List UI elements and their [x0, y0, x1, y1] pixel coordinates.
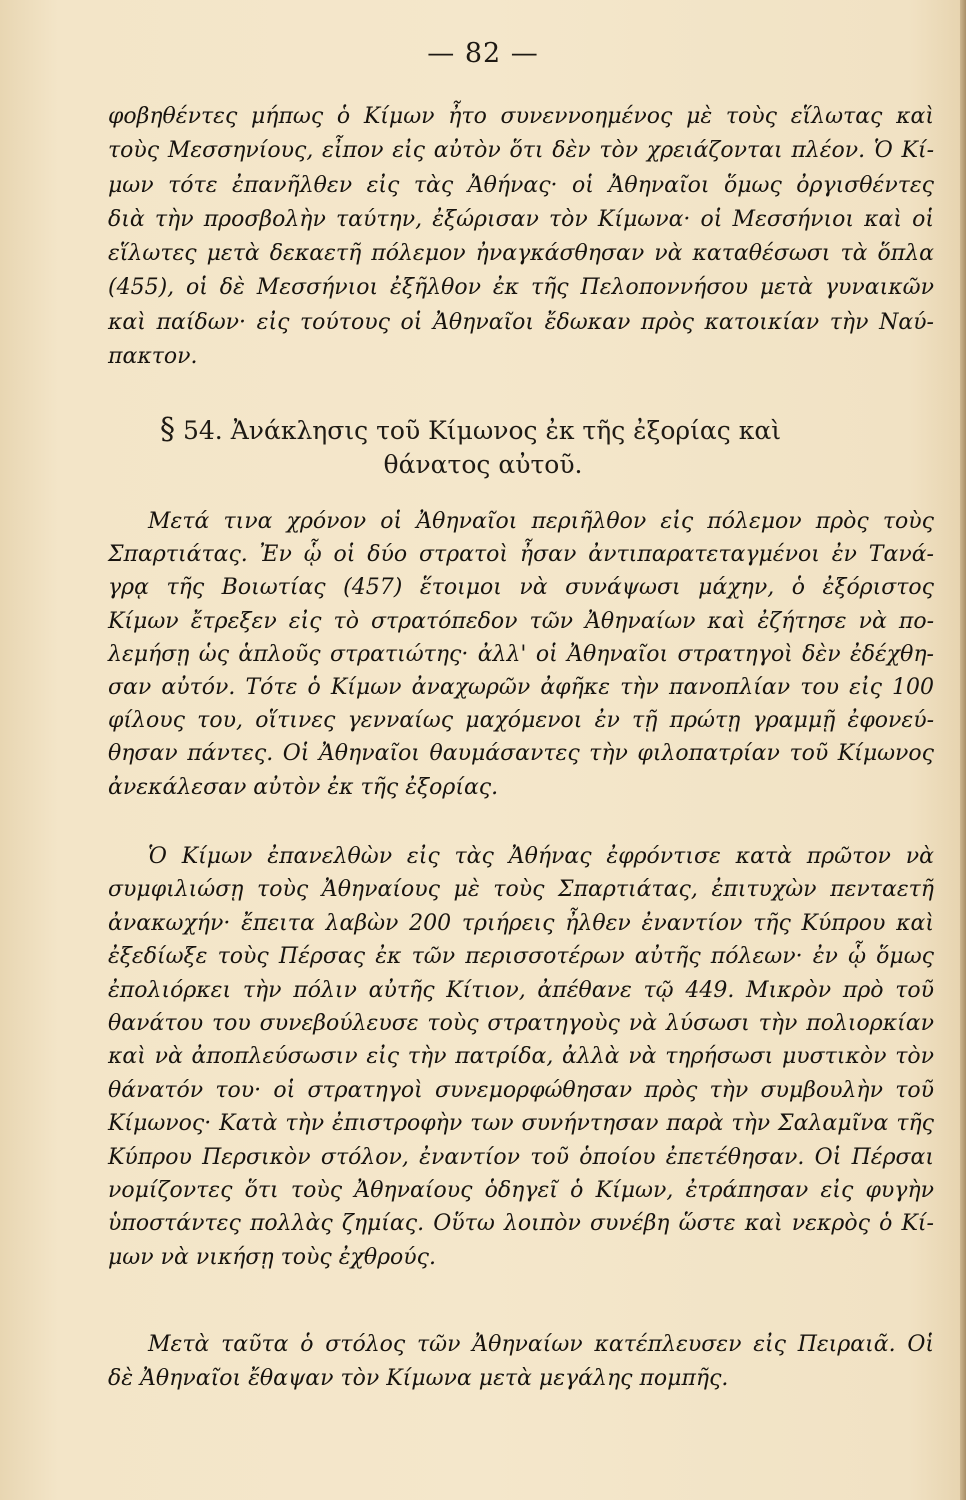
text-line: ἀνακωχήν· ἔπειτα λαβὼν 200 τριήρεις ἦλθεν ἐναντίον τῆς Κύπρου καὶ — [108, 910, 934, 936]
text-line: Ὁ Κίμων ἐπανελθὼν εἰς τὰς Ἀθήνας ἐφρόντισε κατὰ πρῶτον νὰ — [148, 844, 934, 869]
text-line: ὑποστάντες πολλὰς ζημίας. Οὕτω λοιπὸν συνέβη ὥστε καὶ νεκρὸς ὁ Κί- — [108, 1211, 934, 1237]
text-line: Μετὰ ταῦτα ὁ στόλος τῶν Ἀθηναίων κατέπλευσεν εἰς Πειραιᾶ. Οἱ — [148, 1332, 934, 1357]
text-line: (455), οἱ δὲ Μεσσήνιοι ἐξῆλθον ἐκ τῆς Πελοποννήσου μετὰ γυναικῶν — [108, 275, 934, 301]
section-heading-continued — [0, 450, 966, 479]
section-mark: § — [160, 412, 175, 447]
text-line: ἐξεδίωξε τοὺς Πέρσας ἐκ τῶν περισσοτέρων αὐτῆς πόλεων· ἐν ᾧ ὅμως — [108, 944, 934, 970]
text-line: σαν αὐτόν. Τότε ὁ Κίμων ἀναχωρῶν ἀφῆκε τὴν πανοπλίαν του εἰς 100 — [108, 675, 934, 701]
text-line: ἐπολιόρκει τὴν πόλιν αὐτῆς Κίτιον, ἀπέθανε τῷ 449. Μικρὸν πρὸ τοῦ — [108, 977, 934, 1003]
text-line: φοβηθέντες μήπως ὁ Κίμων ἦτο συνεννοημένος μὲ τοὺς εἵλωτας καὶ — [108, 104, 934, 129]
text-line: λεμήσῃ ὡς ἁπλοῦς στρατιώτης· ἀλλ' οἱ Ἀθηναῖοι στρατηγοὶ δὲν ἐδέχθη- — [108, 641, 934, 667]
text-line: τοὺς Μεσσηνίους, εἶπον εἰς αὐτὸν ὅτι δὲν τὸν χρειάζονται πλέον. Ὁ Κί- — [108, 138, 934, 164]
paragraph-2 — [108, 505, 934, 804]
text-line: συμφιλιώσῃ τοὺς Ἀθηναίους μὲ τοὺς Σπαρτιάτας, ἐπιτυχὼν πενταετῆ — [108, 877, 934, 903]
text-line: καὶ παίδων· εἰς τούτους οἱ Ἀθηναῖοι ἔδωκαν πρὸς κατοικίαν τὴν Ναύ- — [108, 309, 934, 335]
paragraph-1 — [108, 100, 934, 374]
text-line: Κύπρου Περσικὸν στόλον, ἐναντίον τοῦ ὁποίου ἐπετέθησαν. Οἱ Πέρσαι — [108, 1144, 934, 1170]
page-edge-shadow — [960, 0, 966, 1500]
text-line: καὶ νὰ ἀποπλεύσωσιν εἰς τὴν πατρίδα, ἀλλὰ νὰ τηρήσωσι μυστικὸν τὸν — [108, 1044, 934, 1070]
text-line: διὰ τὴν προσβολὴν ταύτην, ἐξώρισαν τὸν Κίμωνα· οἱ Μεσσήνιοι καὶ οἱ — [108, 206, 934, 232]
text-line: θανάτου του συνεβούλευσε τοὺς στρατηγοὺς νὰ λύσωσι τὴν πολιορκίαν — [108, 1011, 934, 1037]
section-heading — [160, 412, 900, 447]
page-number: — 82 — — [427, 38, 539, 69]
section-title-line-2: θάνατος αὐτοῦ. — [383, 450, 583, 479]
text-line: φίλους του, οἵτινες γενναίως μαχόμενοι ἐν τῇ πρώτῃ γραμμῇ ἐφονεύ- — [108, 708, 934, 734]
text-line: Μετά τινα χρόνον οἱ Ἀθηναῖοι περιῆλθον εἰς πόλεμον πρὸς τοὺς — [148, 509, 934, 534]
text-line: θάνατόν του· οἱ στρατηγοὶ συνεμορφώθησαν πρὸς τὴν συμβουλὴν τοῦ — [108, 1077, 934, 1103]
text-line: πακτον. — [108, 344, 198, 370]
text-line: Κίμωνος· Κατὰ τὴν ἐπιστροφὴν των συνήντησαν παρὰ τὴν Σαλαμῖνα τῆς — [108, 1111, 934, 1137]
paragraph-3 — [108, 840, 934, 1274]
text-line: μων νὰ νικήσῃ τοὺς ἐχθρούς. — [108, 1244, 436, 1270]
text-line: θησαν πάντες. Οἱ Ἀθηναῖοι θαυμάσαντες τὴν φιλοπατρίαν τοῦ Κίμωνος — [108, 741, 934, 767]
section-title-line-1: 54. Ἀνάκλησις τοῦ Κίμωνος ἐκ τῆς ἐξορίας καὶ — [183, 416, 782, 445]
text-line: δὲ Ἀθηναῖοι ἔθαψαν τὸν Κίμωνα μετὰ μεγάλης πομπῆς. — [108, 1366, 729, 1391]
text-line: ἀνεκάλεσαν αὐτὸν ἐκ τῆς ἐξορίας. — [108, 774, 499, 800]
text-line: νομίζοντες ὅτι τοὺς Ἀθηναίους ὁδηγεῖ ὁ Κίμων, ἐτράπησαν εἰς φυγὴν — [108, 1178, 934, 1204]
text-line: Κίμων ἔτρεξεν εἰς τὸ στρατόπεδον τῶν Ἀθηναίων καὶ ἐζήτησε νὰ πο- — [108, 608, 934, 634]
text-line: Σπαρτιάτας. Ἐν ᾧ οἱ δύο στρατοὶ ἦσαν ἀντιπαρατεταγμένοι ἐν Τανά- — [108, 542, 934, 568]
text-line: γρᾳ τῆς Βοιωτίας (457) ἕτοιμοι νὰ συνάψωσι μάχην, ὁ ἐξόριστος — [108, 575, 934, 601]
paragraph-4 — [108, 1328, 934, 1396]
text-line: εἵλωτες μετὰ δεκαετῆ πόλεμον ἠναγκάσθησαν νὰ καταθέσωσι τὰ ὅπλα — [108, 241, 934, 267]
text-line: μων τότε ἐπανῆλθεν εἰς τὰς Ἀθήνας· οἱ Ἀθηναῖοι ὅμως ὀργισθέντες — [108, 172, 934, 198]
